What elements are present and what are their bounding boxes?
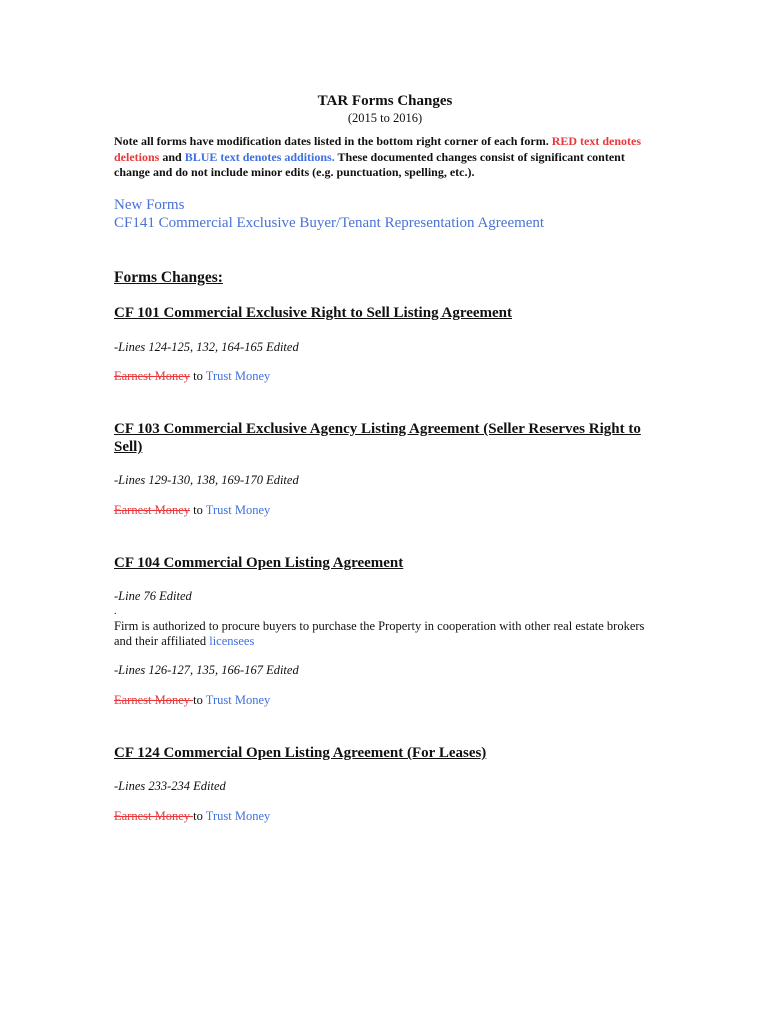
added-text: Trust Money bbox=[205, 369, 271, 383]
deleted-text: Earnest Money bbox=[114, 693, 194, 707]
section-heading-cf103: CF 103 Commercial Exclusive Agency Listing Agreement (Seller Reserves Right to Sell) bbox=[114, 421, 641, 455]
deleted-text: Earnest Money bbox=[114, 809, 194, 823]
legend-note bbox=[114, 134, 659, 181]
added-text: Trust Money bbox=[205, 809, 271, 823]
edited-paragraph-cf104 bbox=[114, 619, 659, 649]
connector-text: to bbox=[193, 693, 206, 707]
change-line-cf103 bbox=[114, 503, 270, 518]
section-heading-cf101: CF 101 Commercial Exclusive Right to Sell Listing Agreement bbox=[114, 305, 513, 321]
connector-text: to bbox=[193, 809, 206, 823]
new-forms-block bbox=[114, 196, 674, 232]
note-red-legend: RED text denotes deletions bbox=[114, 134, 642, 164]
deleted-text: Earnest Money bbox=[114, 369, 191, 383]
edited-lines-cf104-second: -Lines 126-127, 135, 166-167 Edited bbox=[114, 663, 299, 677]
note-text-2: and bbox=[159, 149, 185, 164]
paragraph-text: Firm is authorized to procure buyers to purchase the Property in cooperation with other real estate brokers and their affiliated bbox=[114, 619, 645, 648]
edited-lines-cf124: -Lines 233-234 Edited bbox=[114, 779, 226, 793]
document-subtitle: (2015 to 2016) bbox=[347, 111, 423, 125]
new-forms-heading: New Forms bbox=[114, 197, 185, 213]
note-blue-legend: BLUE text denotes additions. bbox=[184, 149, 335, 164]
connector-text: to bbox=[190, 369, 206, 383]
note-text-3: These documented changes consist of significant content change and do not include minor edits (e.g. punctuation, spelling, etc.). bbox=[114, 149, 625, 179]
edited-lines-cf101: -Lines 124-125, 132, 164-165 Edited bbox=[114, 340, 299, 354]
edited-lines-cf104: -Line 76 Edited bbox=[114, 589, 192, 603]
note-text-1: Note all forms have modification dates listed in the bottom right corner of each form. bbox=[114, 134, 552, 148]
new-form-item: CF141 Commercial Exclusive Buyer/Tenant Representation Agreement bbox=[114, 215, 545, 231]
added-text: Trust Money bbox=[205, 693, 271, 707]
forms-changes-heading: Forms Changes: bbox=[114, 269, 223, 286]
edited-lines-cf103: -Lines 129-130, 138, 169-170 Edited bbox=[114, 473, 299, 487]
document-title: TAR Forms Changes bbox=[317, 93, 453, 109]
deleted-text: Earnest Money bbox=[114, 503, 191, 517]
stray-dot: . bbox=[114, 606, 117, 617]
change-line-cf124 bbox=[114, 809, 270, 824]
change-line-cf101 bbox=[114, 369, 270, 384]
section-heading-cf124: CF 124 Commercial Open Listing Agreement (For Leases) bbox=[114, 745, 487, 761]
paragraph-added-text: licensees bbox=[209, 634, 255, 648]
added-text: Trust Money bbox=[205, 503, 271, 517]
connector-text: to bbox=[190, 503, 206, 517]
section-heading-cf104: CF 104 Commercial Open Listing Agreement bbox=[114, 555, 404, 571]
change-line-cf104 bbox=[114, 693, 270, 708]
